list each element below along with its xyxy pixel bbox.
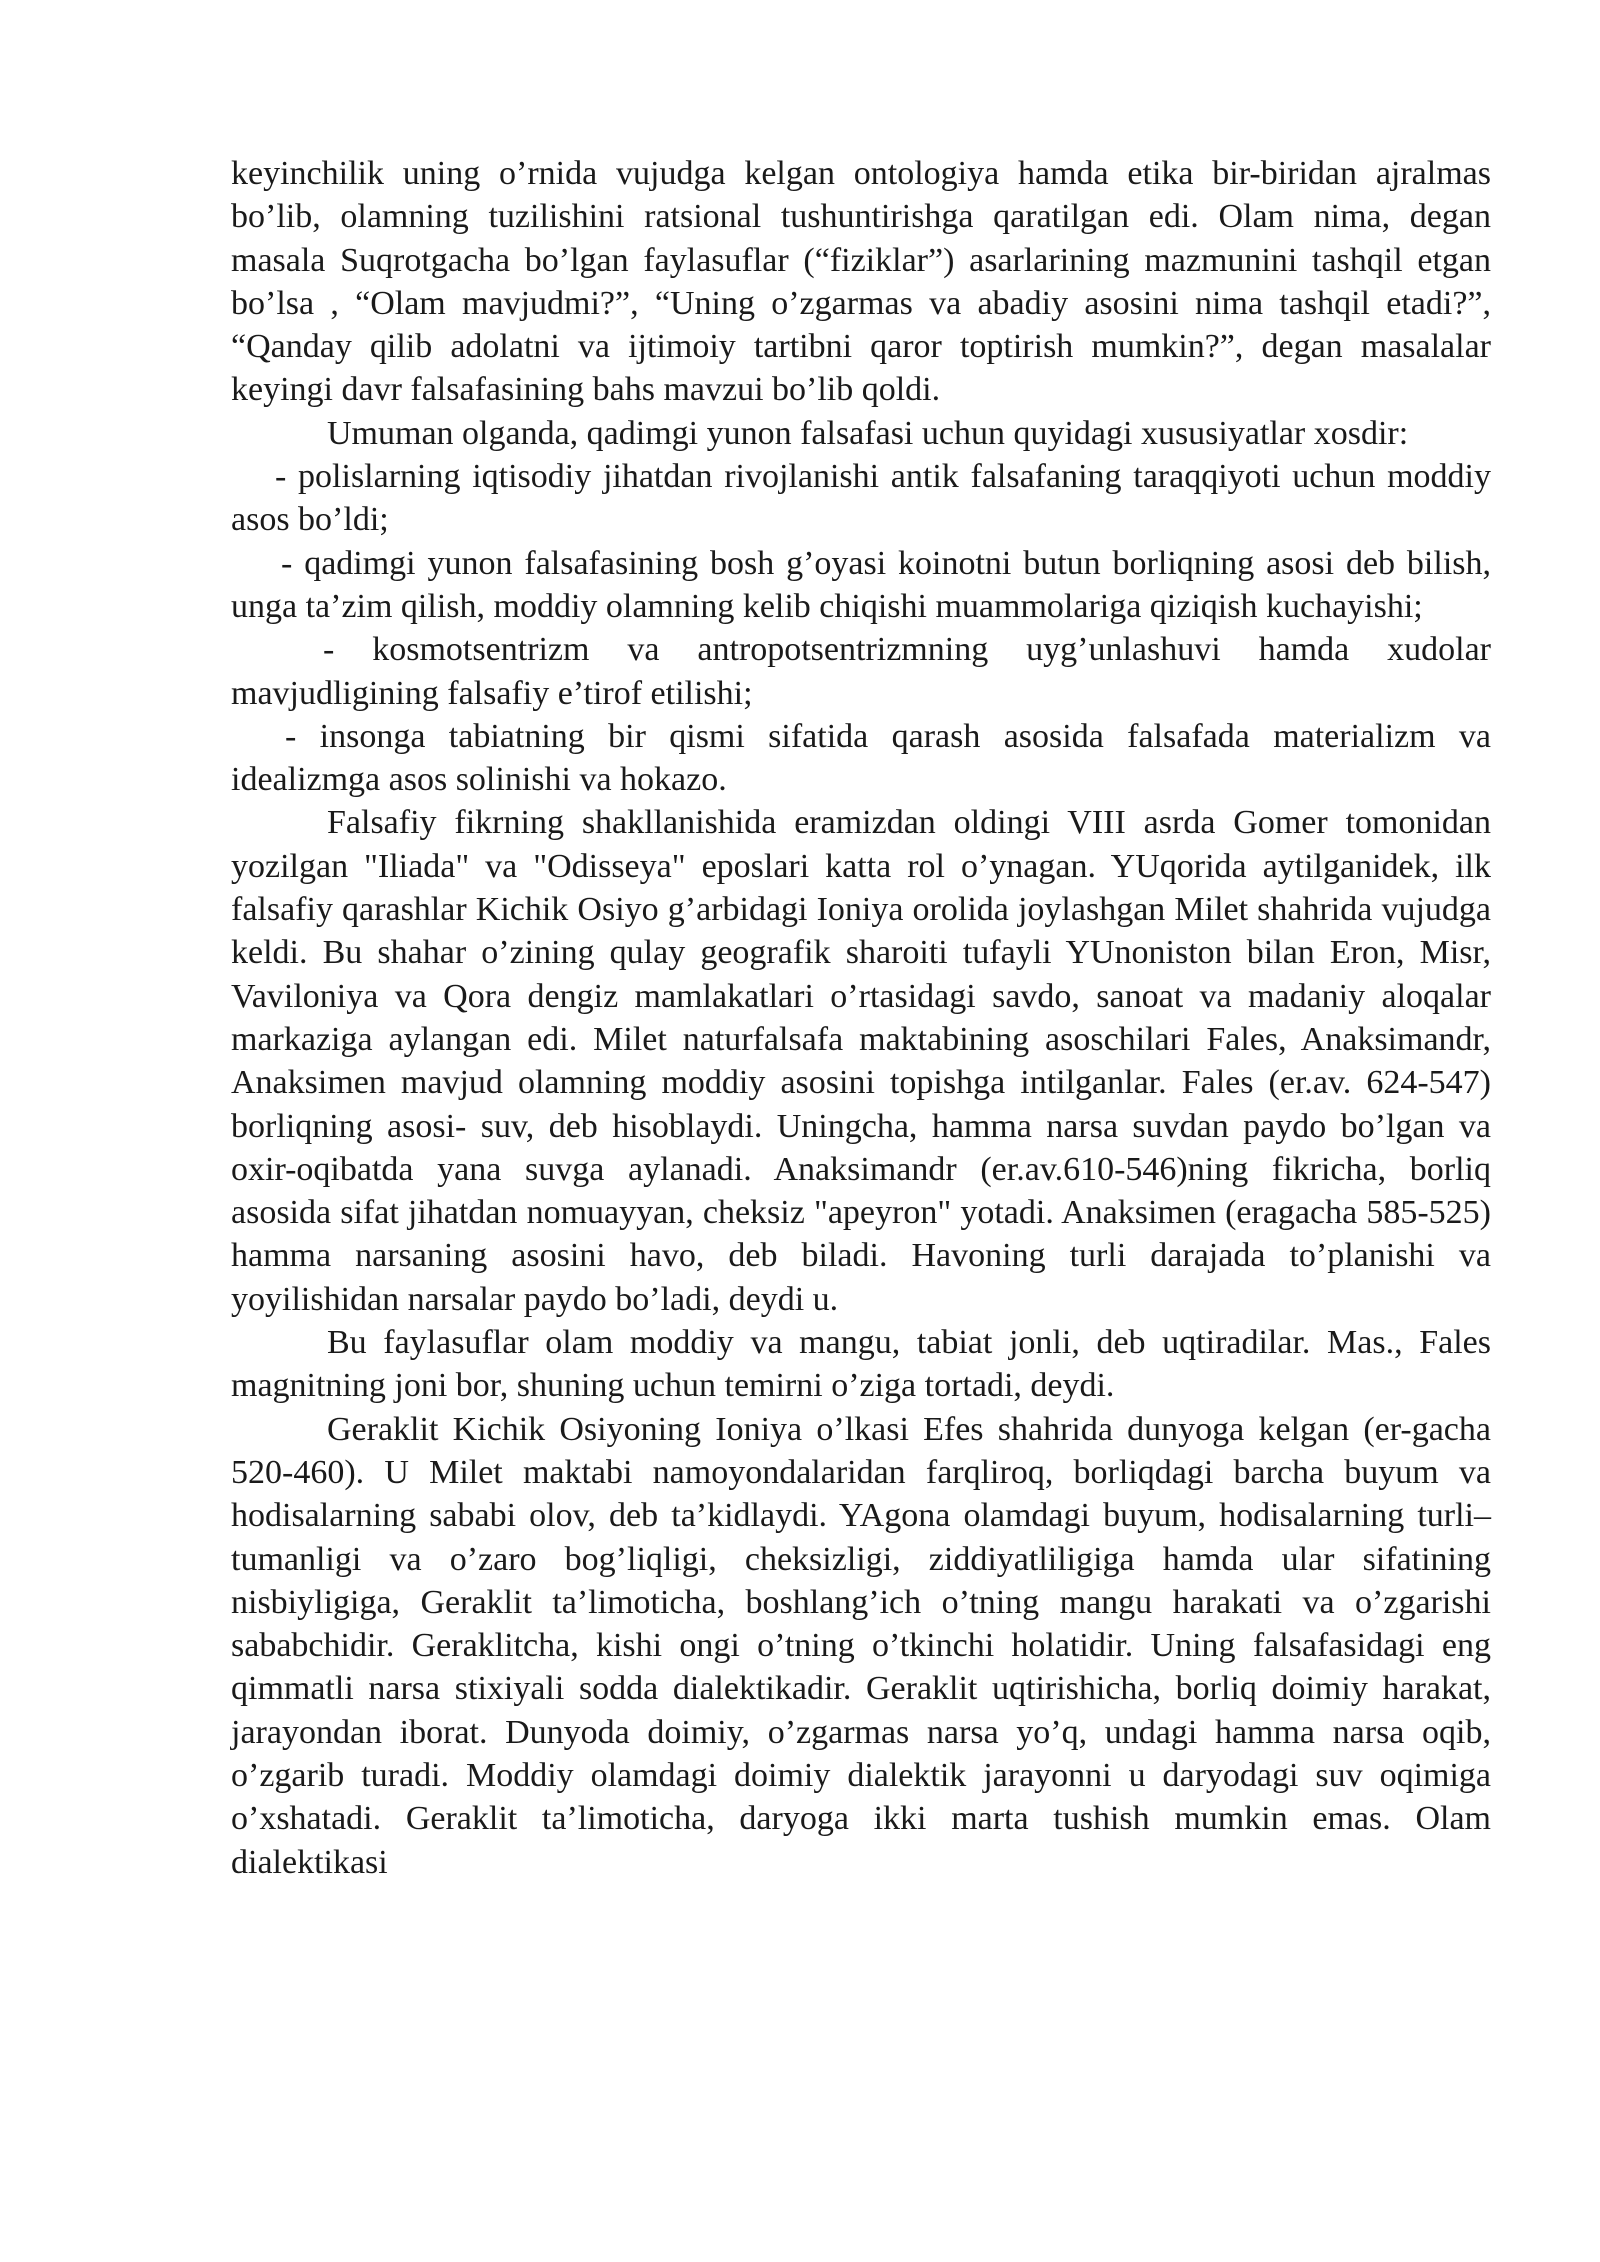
list-item-cosmos: - qadimgi yunon falsafasining bosh g’oyasi koinotni butun borliqning asosi deb bilish, unga ta’zim qilish, moddiy olamning kelib chiqishi muammolariga qiziqish kuchayishi; — [231, 544, 1491, 625]
paragraph-philosophers: Bu faylasuflar olam moddiy va mangu, tabiat jonli, deb uqtiradilar. Mas., Fales magnitning joni bor, shuning uchun temirni o’ziga tortadi, deydi. — [231, 1324, 1491, 1405]
list-item-cosmocentrism: - kosmotsentrizm va antropotsentrizmning uyg’unlashuvi hamda xudolar mavjudligining falsafiy e’tirof etilishi; — [231, 631, 1491, 712]
list-item-polis: - polislarning iqtisodiy jihatdan rivojlanishi antik falsafaning taraqqiyoti uchun moddiy asos bo’ldi; — [231, 458, 1491, 539]
paragraph-heraclitus: Geraklit Kichik Osiyoning Ioniya o’lkasi Efes shahrida dunyoga kelgan (er-gacha 520-460). U Milet maktabi namoyondalaridan farqliroq, borliqdagi barcha buyum va hodisalarning sababi olov, deb ta’kidlaydi. YAgona olamdagi buyum, hodisalarning turli–tumanligi va o’zaro bog’liqligi, cheksizligi, ziddiyatliligiga hamda ular sifatining nisbiyligiga, Geraklit ta’limoticha, boshlang’ich o’tning mangu harakati va o’zgarishi sababchidir. Geraklitcha, kishi ongi o’tning o’tkinchi holatidir. Uning falsafasidagi eng qimmatli narsa stixiyali sodda dialektikadir. Geraklit uqtirishicha, borliq doimiy harakat, jarayondan iborat. Dunyoda doimiy, o’zgarmas narsa yo’q, undagi hamma narsa oqib, o’zgarib turadi. Moddiy olamdagi doimiy dialektik jarayonni u daryodagi suv oqimiga o’xshatadi. Geraklit ta’limoticha, daryoga ikki marta tushish mumkin emas. Olam dialektikasi — [231, 1410, 1491, 1881]
paragraph-features-intro: Umuman olganda, qadimgi yunon falsafasi uchun quyidagi xususiyatlar xosdir: — [327, 414, 1409, 452]
document-page — [231, 152, 1491, 1884]
paragraph-milet-school: Falsafiy fikrning shakllanishida eramizdan oldingi VIII asrda Gomer tomonidan yozilgan "Iliada" va "Odisseya" eposlari katta rol o’ynagan. YUqorida aytilganidek, ilk falsafiy qarashlar Kichik Osiyo g’arbidagi Ioniya orolida joylashgan Milet shahrida vujudga keldi. Bu shahar o’zining qulay geografik sharoiti tufayli YUnoniston bilan Eron, Misr, Vaviloniya va Qora dengiz mamlakatlari o’rtasidagi savdo, sanoat va madaniy aloqalar markaziga aylangan edi. Milet naturfalsafa maktabining asoschilari Fales, Anaksimandr, Anaksimen mavjud olamning moddiy asosini topishga intilganlar. Fales (er.av. 624-547) borliqning asosi- suv, deb hisoblaydi. Uningcha, hamma narsa suvdan paydo bo’lgan va oxir-oqibatda yana suvga aylanadi. Anaksimandr (er.av.610-546)ning fikricha, borliq asosida sifat jihatdan nomuayyan, cheksiz "apeyron" yotadi. Anaksimen (eragacha 585-525) hamma narsaning asosini havo, deb biladi. Havoning turli darajada to’planishi va yoyilishidan narsalar paydo bo’ladi, deydi u. — [231, 804, 1491, 1318]
paragraph-continuation: keyinchilik uning o’rnida vujudga kelgan ontologiya hamda etika bir-biridan ajralmas bo’lib, olamning tuzilishini ratsional tushuntirishga qaratilgan edi. Olam nima, degan masala Suqrotgacha bo’lgan faylasuflar (“fiziklar”) asarlarining mazmunini tashqil etgan bo’lsa , “Olam mavjudmi?”, “Uning o’zgarmas va abadiy asosini nima tashqil etadi?”, “Qanday qilib adolatni va ijtimoiy tartibni qaror toptirish mumkin?”, degan masalalar keyingi davr falsafasining bahs mavzui bo’lib qoldi. — [231, 155, 1491, 409]
list-item-materialism: - insonga tabiatning bir qismi sifatida qarash asosida falsafada materializm va idealizmga asos solinishi va hokazo. — [231, 717, 1491, 799]
